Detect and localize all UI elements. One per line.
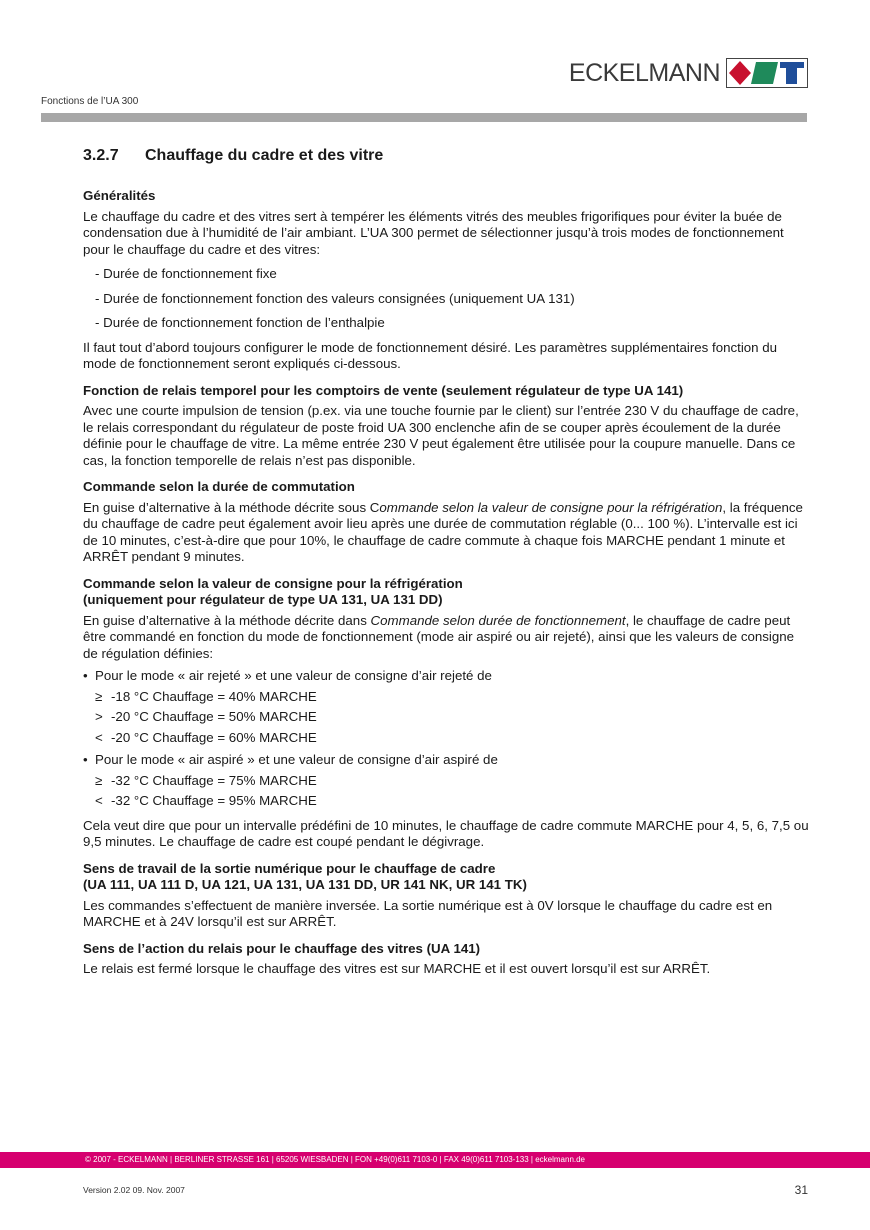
condition-text: -32 °C Chauffage = 95% MARCHE: [111, 793, 317, 808]
mode-list: [95, 266, 811, 332]
italic-text-run: ommande selon la valeur de consigne pour la réfrigération: [379, 499, 723, 515]
logo-blue-shape-icon: [780, 62, 804, 84]
condition-line: [83, 773, 811, 790]
paragraph: [83, 613, 811, 663]
bullet-item: [83, 752, 811, 769]
text-run: , la fréquence du chauffage de cadre peut également avoir lieu après une durée de commutation réglable (0... 100 %). L’intervalle est ici de 10 minutes, c’est-à-dire que pour 10%, le chauffage de cadre commute à chaque fois MARCHE pendant 1 minute et ARRÊT pendant 9 minutes.: [83, 499, 803, 564]
list-item: - Durée de fonctionnement fixe: [95, 266, 811, 283]
paragraph: Les commandes s’effectuent de manière inversée. La sortie numérique est à 0V lorsque le chauffage du cadre est en MARCHE et à 24V lorsqu’il est sur ARRÊT.: [83, 897, 773, 929]
running-head: Fonctions de l’UA 300: [41, 96, 139, 107]
condition-line: [83, 709, 811, 726]
heading-relais-vitres: Sens de l’action du relais pour le chauffage des vitres (UA 141): [83, 940, 481, 956]
heading-sortie: [83, 861, 811, 894]
text-run: En guise d’alternative à la méthode décrite dans: [83, 612, 371, 628]
company-logo: [569, 58, 808, 88]
section-title-text: Chauffage du cadre et des vitre: [145, 147, 384, 164]
italic-text-run: Commande selon durée de fonctionnement: [370, 612, 626, 628]
heading-line: (uniquement pour régulateur de type UA 131, UA 131 DD): [83, 592, 443, 607]
heading-line: Sens de travail de la sortie numérique pour le chauffage de cadre: [83, 860, 496, 876]
section-title: [83, 146, 811, 166]
paragraph: [83, 500, 811, 566]
heading-line: (UA 111, UA 111 D, UA 121, UA 131, UA 131 DD, UR 141 NK, UR 141 TK): [83, 877, 527, 892]
bullet-icon: •: [83, 752, 88, 767]
text-run: , le chauffage de cadre peut être commandé en fonction du mode de fonctionnement (mode air aspiré ou air rejeté), ainsi que les valeurs de consigne de régulation définies:: [83, 612, 795, 661]
condition-text: -32 °C Chauffage = 75% MARCHE: [111, 772, 317, 788]
heading-line: Commande selon la valeur de consigne pour la réfrigération: [83, 575, 463, 591]
bullet-text: Pour le mode « air rejeté » et une valeur de consigne d’air rejeté de: [95, 668, 492, 683]
logo-mark-icon: [726, 58, 808, 88]
paragraph: Le chauffage du cadre et des vitres sert à tempérer les éléments vitrés des meubles frigorifiques pour éviter la buée de condensation due à l’humidité de l’air ambiant. L’UA 300 permet de sélectionner jusqu’à trois modes de fonctionnement pour le chauffage du cadre et des vitres:: [83, 208, 784, 257]
condition-line: [83, 793, 811, 810]
condition-text: -20 °C Chauffage = 50% MARCHE: [111, 709, 317, 724]
heading-generalites: Généralités: [83, 188, 156, 203]
condition-text: -18 °C Chauffage = 40% MARCHE: [111, 688, 317, 704]
text-run: En guise d’alternative à la méthode décrite sous C: [83, 499, 380, 515]
condition-operator: >: [95, 709, 103, 724]
condition-line: [83, 730, 811, 747]
page-content: [83, 146, 811, 978]
condition-text: -20 °C Chauffage = 60% MARCHE: [111, 729, 317, 745]
header-rule: [41, 113, 807, 122]
version-info: Version 2.02 09. Nov. 2007: [83, 1185, 185, 1195]
condition-line: [83, 689, 811, 706]
condition-operator: <: [95, 729, 103, 745]
bullet-icon: •: [83, 668, 88, 683]
paragraph: Cela veut dire que pour un intervalle prédéfini de 10 minutes, le chauffage de cadre commute MARCHE pour 4, 5, 6, 7,5 ou 9,5 minutes. Le chauffage de cadre est coupé pendant le dégivrage.: [83, 817, 809, 849]
heading-commutation: Commande selon la durée de commutation: [83, 479, 355, 494]
footer-address: © 2007 - ECKELMANN | BERLINER STRASSE 161 | 65205 WIESBADEN | FON +49(0)611 7103-0 | FAX 49(0)611 7103-133 | eckelmann.de: [85, 1155, 586, 1164]
bullet-item: [83, 668, 811, 685]
list-item: - Durée de fonctionnement fonction de l’enthalpie: [95, 315, 811, 332]
heading-relais: Fonction de relais temporel pour les comptoirs de vente (seulement régulateur de type UA 141): [83, 382, 684, 398]
paragraph: Il faut tout d’abord toujours configurer le mode de fonctionnement désiré. Les paramètres supplémentaires fonction du mode de fonctionnement seront expliqués ci-dessous.: [83, 339, 778, 371]
heading-consigne: [83, 576, 811, 609]
logo-red-diamond-icon: [729, 61, 751, 85]
logo-text: ECKELMANN: [568, 58, 720, 87]
page-number: 31: [794, 1183, 808, 1197]
condition-operator: ≥: [95, 772, 103, 788]
condition-operator: ≥: [95, 688, 103, 704]
section-number: 3.2.7: [83, 147, 119, 164]
paragraph: Avec une courte impulsion de tension (p.ex. via une touche fournie par le client) sur l’entrée 230 V du chauffage de cadre, le relais correspondant du régulateur de poste froid UA 300 enclenche afin de se couper après écoulement de la durée définie pour le chauffage de vitre. La même entrée 230 V peut également être utilisée pour la coupure manuelle. Dans ce cas, la fonction temporelle de relais n’est pas disponible.: [83, 403, 799, 468]
condition-operator: <: [95, 793, 103, 808]
logo-green-parallelogram-icon: [751, 62, 778, 84]
bullet-text: Pour le mode « air aspiré » et une valeur de consigne d’air aspiré de: [95, 752, 498, 767]
list-item: - Durée de fonctionnement fonction des valeurs consignées (uniquement UA 131): [95, 291, 811, 308]
paragraph: Le relais est fermé lorsque le chauffage des vitres est sur MARCHE et il est ouvert lorsqu’il est sur ARRÊT.: [83, 961, 711, 976]
